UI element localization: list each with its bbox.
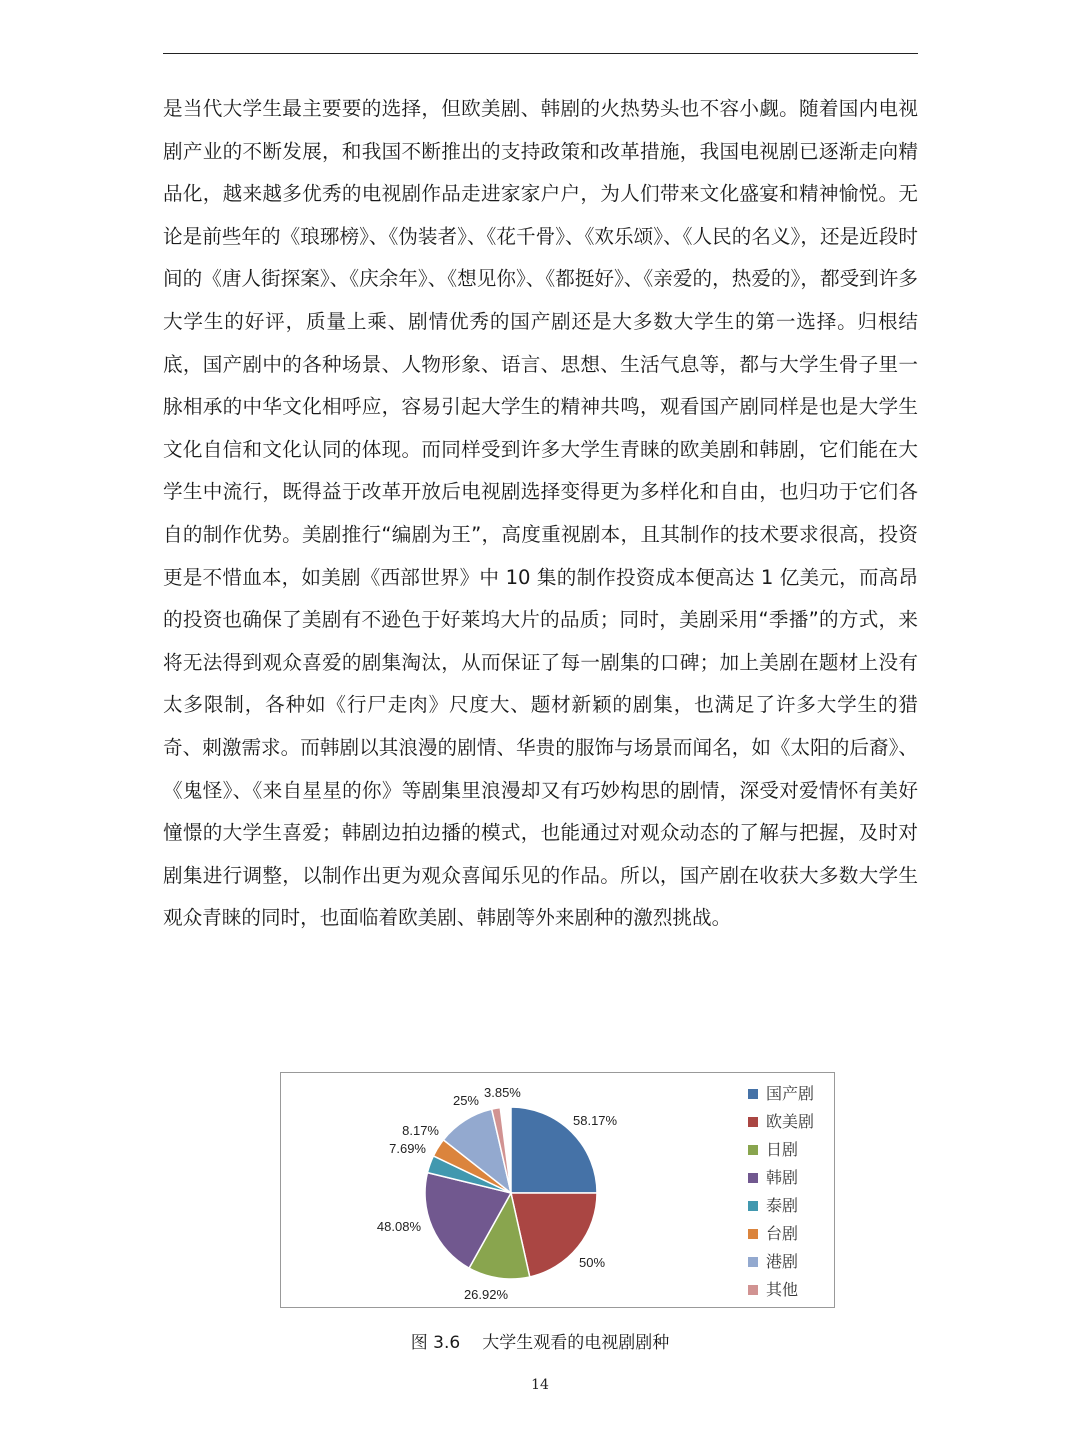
- pie-data-label-8: 3.85%: [484, 1085, 521, 1100]
- page-number: 14: [531, 1377, 549, 1393]
- pie-data-label-5: 7.69%: [389, 1141, 426, 1156]
- legend-swatch-1: [748, 1089, 758, 1099]
- pie-data-label-6: 8.17%: [402, 1123, 439, 1138]
- header-rule: [163, 53, 918, 54]
- pie-data-label-2: 50%: [579, 1255, 606, 1270]
- legend-label-1: 国产剧: [766, 1084, 815, 1103]
- legend-swatch-8: [748, 1285, 758, 1295]
- legend-swatch-4: [748, 1173, 758, 1183]
- figure-number: 图 3.6: [410, 1333, 461, 1353]
- pie-data-label-4: 48.08%: [376, 1219, 421, 1234]
- pie-data-label-3: 26.92%: [463, 1287, 509, 1302]
- pie-data-label-1: 58.17%: [573, 1113, 618, 1128]
- legend-label-6: 台剧: [766, 1224, 799, 1243]
- pie-chart: [281, 1073, 836, 1309]
- legend-label-7: 港剧: [766, 1252, 799, 1271]
- figure-caption: [0, 1328, 1080, 1353]
- legend-swatch-3: [748, 1145, 758, 1155]
- pie-data-label-7: 25%: [452, 1093, 479, 1108]
- legend-swatch-2: [748, 1117, 758, 1127]
- legend-swatch-5: [748, 1201, 758, 1211]
- body-paragraph: 是当代大学生最主要要的选择，但欧美剧、韩剧的火热势头也不容小觑。随着国内电视剧产业的不断发展，和我国不断推出的支持政策和改革措施，我国电视剧已逐渐走向精品化，越来越多优秀的电视剧作品走进家家户户，为人们带来文化盛宴和精神愉悦。无论是前些年的《琅琊榜》、《伪装者》、《花千骨》、《欢乐颂》、《人民的名义》，还是近段时间的《唐人街探案》、《庆余年》、《想见你》、《都挺好》、《亲爱的，热爱的》，都受到许多大学生的好评，质量上乘、剧情优秀的国产剧还是大多数大学生的第一选择。归根结底，国产剧中的各种场景、人物形象、语言、思想、生活气息等，都与大学生骨子里一脉相承的中华文化相呼应，容易引起大学生的精神共鸣，观看国产剧同样是也是大学生文化自信和文化认同的体现。而同样受到许多大学生青睐的欧美剧和韩剧，它们能在大学生中流行，既得益于改革开放后电视剧选择变得更为多样化和自由，也归功于它们各自的制作优势。美剧推行“编剧为王”，高度重视剧本，且其制作的技术要求很高，投资更是不惜血本，如美剧《西部世界》中 10 集的制作投资成本便高达 1 亿美元，而高昂的投资也确保了美剧有不逊色于好莱坞大片的品质；同时，美剧采用“季播”的方式，来将无法得到观众喜爱的剧集淘汰，从而保证了每一剧集的口碑；加上美剧在题材上没有太多限制，各种如《行尸走肉》尺度大、题材新颖的剧集，也满足了许多大学生的猎奇、刺激需求。而韩剧以其浪漫的剧情、华贵的服饰与场景而闻名，如《太阳的后裔》、《鬼怪》、《来自星星的你》等剧集里浪漫却又有巧妙构思的剧情，深受对爱情怀有美好憧憬的大学生喜爱；韩剧边拍边播的模式，也能通过对观众动态的了解与把握，及时对剧集进行调整，以制作出更为观众喜闻乐见的作品。所以，国产剧在收获大多数大学生观众青睐的同时，也面临着欧美剧、韩剧等外来剧种的激烈挑战。: [163, 97, 918, 930]
- figure-title: 大学生观看的电视剧剧种: [482, 1333, 670, 1353]
- legend-swatch-7: [748, 1257, 758, 1267]
- legend-label-2: 欧美剧: [766, 1112, 815, 1131]
- legend-label-3: 日剧: [766, 1140, 799, 1159]
- legend-label-5: 泰剧: [766, 1196, 799, 1215]
- pie-chart-frame: [280, 1072, 835, 1308]
- legend-swatch-6: [748, 1229, 758, 1239]
- legend-label-8: 其他: [766, 1280, 799, 1299]
- legend-label-4: 韩剧: [766, 1168, 799, 1187]
